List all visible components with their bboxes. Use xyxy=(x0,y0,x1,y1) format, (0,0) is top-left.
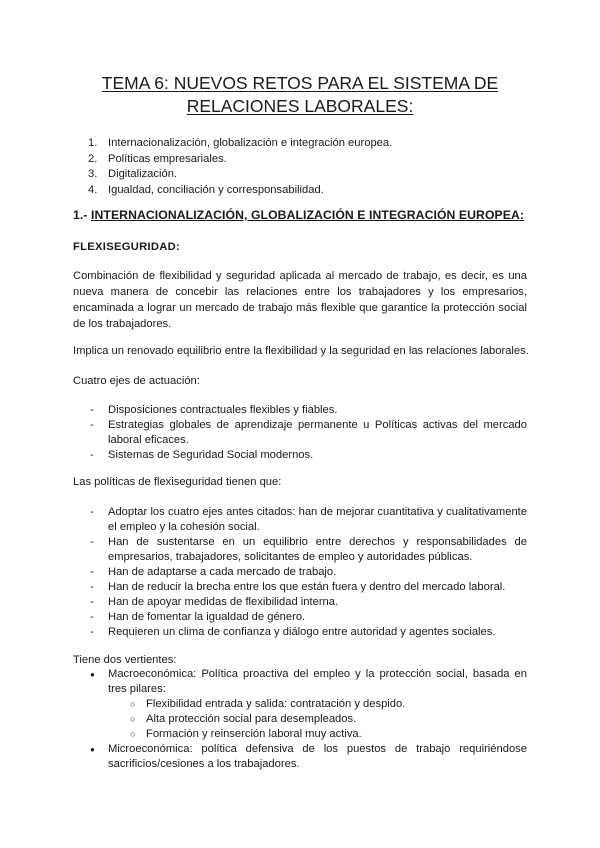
sub-list-item: ○ Alta protección social para desempleados. xyxy=(130,712,527,727)
toc-text: Igualdad, conciliación y corresponsabilidad. xyxy=(108,183,324,196)
table-of-contents xyxy=(88,136,392,198)
vertientes-list xyxy=(90,667,527,772)
toc-item xyxy=(88,152,392,168)
list-item: - Han de sustentarse en un equilibrio entre derechos y responsabilidades de empresarios, trabajadores, solicitantes de empleo y autoridades públicas. xyxy=(90,535,527,565)
toc-number: 4. xyxy=(88,183,98,196)
sub-list-item: ○ Flexibilidad entrada y salida: contratación y despido. xyxy=(130,697,527,712)
politicas-intro: Las políticas de flexiseguridad tienen que: xyxy=(73,476,282,488)
title-line-1: TEMA 6: NUEVOS RETOS PARA EL SISTEMA DE xyxy=(101,73,499,93)
list-item: - Estrategias globales de aprendizaje permanente u Políticas activas del mercado laboral eficaces. xyxy=(90,418,527,448)
toc-item xyxy=(88,183,392,199)
title-colon: : xyxy=(408,96,414,116)
section-number: 1.- xyxy=(73,208,92,222)
list-item: - Han de apoyar medidas de flexibilidad interna. xyxy=(90,595,527,610)
paragraph-definition: Combinación de flexibilidad y seguridad aplicada al mercado de trabajo, es decir, es una nueva manera de concebir las relaciones entre los trabajadores y los empresarios, encaminada a lograr un mercado de trabajo más flexible que garantice la protección social de los trabajadores. xyxy=(73,270,527,330)
list-item-macro xyxy=(90,667,527,742)
toc-item xyxy=(88,167,392,183)
title-line-2: RELACIONES LABORALES xyxy=(186,96,409,116)
toc-text: Políticas empresariales. xyxy=(108,152,227,165)
vertientes-intro: Tiene dos vertientes: xyxy=(73,654,177,666)
section-heading xyxy=(73,208,524,222)
macro-text: Macroeconómica: Política proactiva del empleo y la protección social, basada en tres pilares: xyxy=(108,668,527,695)
page-title xyxy=(60,72,540,118)
sub-list-item: ○ Formación y reinserción laboral muy activa. xyxy=(130,727,527,742)
subsection-heading: FLEXISEGURIDAD: xyxy=(73,241,181,253)
list-item-micro: ● Microeconómica: política defensiva de los puestos de trabajo requiriéndose sacrificios/cesiones a los trabajadores. xyxy=(90,742,527,772)
list-item: - Han de reducir la brecha entre los que están fuera y dentro del mercado laboral. xyxy=(90,580,527,595)
list-item: - Disposiciones contractuales flexibles y fiables. xyxy=(90,403,527,418)
toc-text: Digitalización. xyxy=(108,168,178,180)
toc-item xyxy=(88,136,392,152)
list-item: - Han de adaptarse a cada mercado de trabajo. xyxy=(90,565,527,580)
toc-number: 2. xyxy=(88,152,98,165)
politicas-list xyxy=(90,505,527,640)
list-item: - Sistemas de Seguridad Social modernos. xyxy=(90,448,527,463)
list-item: - Adoptar los cuatro ejes antes citados: han de mejorar cuantitativa y cualitativamente el empleo y la cohesión social. xyxy=(90,505,527,535)
toc-text: Internacionalización, globalización e integración europea. xyxy=(108,137,393,149)
section-title: INTERNACIONALIZACIÓN, GLOBALIZACIÓN E INTEGRACIÓN EUROPEA xyxy=(91,208,520,222)
paragraph-equilibrio: Implica un renovado equilibrio entre la flexibilidad y la seguridad en las relaciones laborales. xyxy=(73,345,529,357)
ejes-list xyxy=(90,403,527,463)
section-colon: : xyxy=(519,208,525,222)
pilares-list xyxy=(130,697,527,742)
toc-number: 3. xyxy=(88,168,98,180)
ejes-intro: Cuatro ejes de actuación: xyxy=(73,375,200,387)
toc-number: 1. xyxy=(88,137,98,149)
list-item: - Requieren un clima de confianza y diálogo entre autoridad y agentes sociales. xyxy=(90,625,527,640)
list-item: - Han de fomentar la igualdad de género. xyxy=(90,610,527,625)
